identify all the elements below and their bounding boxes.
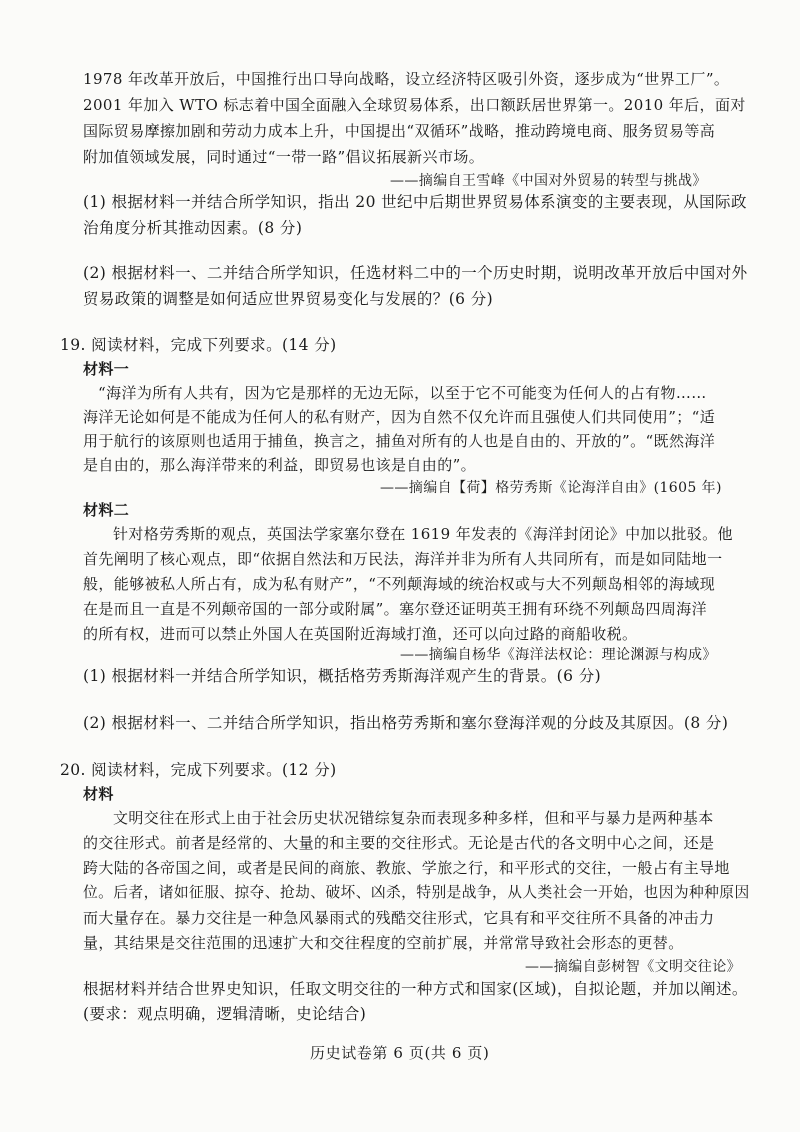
q20-material-line: 位。后者，诸如征服、掠夺、抢劫、破坏、凶杀，特别是战争，从人类社会一开始，也因为种种原因 bbox=[83, 884, 750, 901]
q19-material2-line: 首先阐明了核心观点，即“依据自然法和万民法，海洋并非为所有人共同所有，而是如同陆地一 bbox=[83, 550, 723, 568]
q19-material2-line: 在是而且一直是不列颠帝国的一部分或附属”。塞尔登还证明英王拥有环绕不列颠岛四周海洋 bbox=[83, 600, 708, 618]
q20-material-line: 跨大陆的各帝国之间，或者是民间的商旅、教旅、学旅之行，和平形式的交往，一般占有主导地 bbox=[83, 859, 730, 877]
q19-material1-line: 是自由的，那么海洋带来的利益，即贸易也该是自由的”。 bbox=[83, 456, 477, 474]
q18-sub1-line: (1) 根据材料一并结合所学知识，指出 20 世纪中后期世界贸易体系演变的主要表现，从国际政 bbox=[83, 193, 747, 211]
q20-heading: 20. 阅读材料，完成下列要求。(12 分) bbox=[60, 761, 337, 779]
page-footer: 历史试卷第 6 页(共 6 页) bbox=[310, 1044, 490, 1062]
q20-task-line: (要求：观点明确，逻辑清晰，史论结合) bbox=[83, 1005, 367, 1023]
q19-sub2: (2) 根据材料一、二并结合所学知识，指出格劳秀斯和塞尔登海洋观的分歧及其原因。(8 分) bbox=[83, 714, 729, 732]
q20-material-source: ——摘编自彭树智《文明交往论》 bbox=[525, 959, 741, 975]
q18-material-line: 1978 年改革开放后，中国推行出口导向战略，设立经济特区吸引外资，逐步成为“世界工厂”。 bbox=[83, 70, 730, 88]
q19-heading: 19. 阅读材料，完成下列要求。(14 分) bbox=[60, 336, 337, 354]
q19-material1-line: 海洋无论如何是不能成为任何人的私有财产，因为自然不仅允许而且强使人们共同使用”；“适 bbox=[83, 408, 716, 426]
q19-material2-line: 的所有权，进而可以禁止外国人在英国附近海域打渔，还可以向过路的商船收税。 bbox=[83, 625, 638, 643]
q20-task-line: 根据材料并结合世界史知识，任取文明交往的一种方式和国家(区域)，自拟论题，并加以阐述。 bbox=[83, 980, 748, 998]
q18-sub1-line: 治角度分析其推动因素。(8 分) bbox=[83, 219, 303, 237]
q18-material-line: 附加值领域发展，同时通过“一带一路”倡议拓展新兴市场。 bbox=[83, 148, 485, 166]
q19-material1-line: 用于航行的该原则也适用于捕鱼，换言之，捕鱼对所有的人也是自由的、开放的”。“既然海洋 bbox=[83, 432, 716, 450]
q18-sub2-line: 贸易政策的调整是如何适应世界贸易变化与发展的？(6 分) bbox=[83, 290, 494, 308]
q19-sub1: (1) 根据材料一并结合所学知识，概括格劳秀斯海洋观产生的背景。(6 分) bbox=[83, 667, 602, 685]
q19-material1-label: 材料一 bbox=[83, 360, 130, 378]
q19-material1-line: “海洋为所有人共有，因为它是那样的无边无际，以至于它不可能变为任何人的占有物…… bbox=[98, 384, 707, 402]
q18-source: ——摘编自王雪峰《中国对外贸易的转型与挑战》 bbox=[390, 173, 707, 189]
q18-sub2-line: (2) 根据材料一、二并结合所学知识，任选材料二中的一个历史时期，说明改革开放后中国对外 bbox=[83, 264, 748, 282]
q19-material2-line: 般，能够被私人所占有，成为私有财产”，“不列颠海域的统治权或与大不列颠岛相邻的海域现 bbox=[83, 575, 716, 593]
q20-material-line: 文明交往在形式上由于社会历史状况错综复杂而表现多种多样，但和平与暴力是两种基本 bbox=[113, 809, 714, 827]
q18-material-line: 国际贸易摩擦加剧和劳动力成本上升，中国提出“双循环”战略，推动跨境电商、服务贸易等高 bbox=[83, 122, 716, 140]
q19-material1-source: ——摘编自【荷】格劳秀斯《论海洋自由》(1605 年) bbox=[380, 480, 722, 496]
q20-material-label: 材料 bbox=[83, 785, 114, 803]
q20-material-line: 的交往形式。前者是经常的、大量的和主要的交往形式。无论是古代的各文明中心之间，还是 bbox=[83, 834, 715, 852]
q20-material-line: 而大量存在。暴力交往是一种急风暴雨式的残酷交往形式，它具有和平交往所不具备的冲击力 bbox=[83, 909, 715, 927]
q19-material2-label: 材料二 bbox=[83, 501, 130, 519]
q19-material2-source: ——摘编自杨华《海洋法权论：理论渊源与构成》 bbox=[400, 647, 717, 663]
q20-material-line: 量，其结果是交往范围的迅速扩大和交往程度的空前扩展，并常常导致社会形态的更替。 bbox=[83, 934, 684, 952]
q18-material-line: 2001 年加入 WTO 标志着中国全面融入全球贸易体系，出口额跃居世界第一。2010 年后，面对 bbox=[83, 96, 746, 114]
q19-material2-line: 针对格劳秀斯的观点，英国法学家塞尔登在 1619 年发表的《海洋封闭论》中加以批驳。他 bbox=[113, 525, 733, 543]
